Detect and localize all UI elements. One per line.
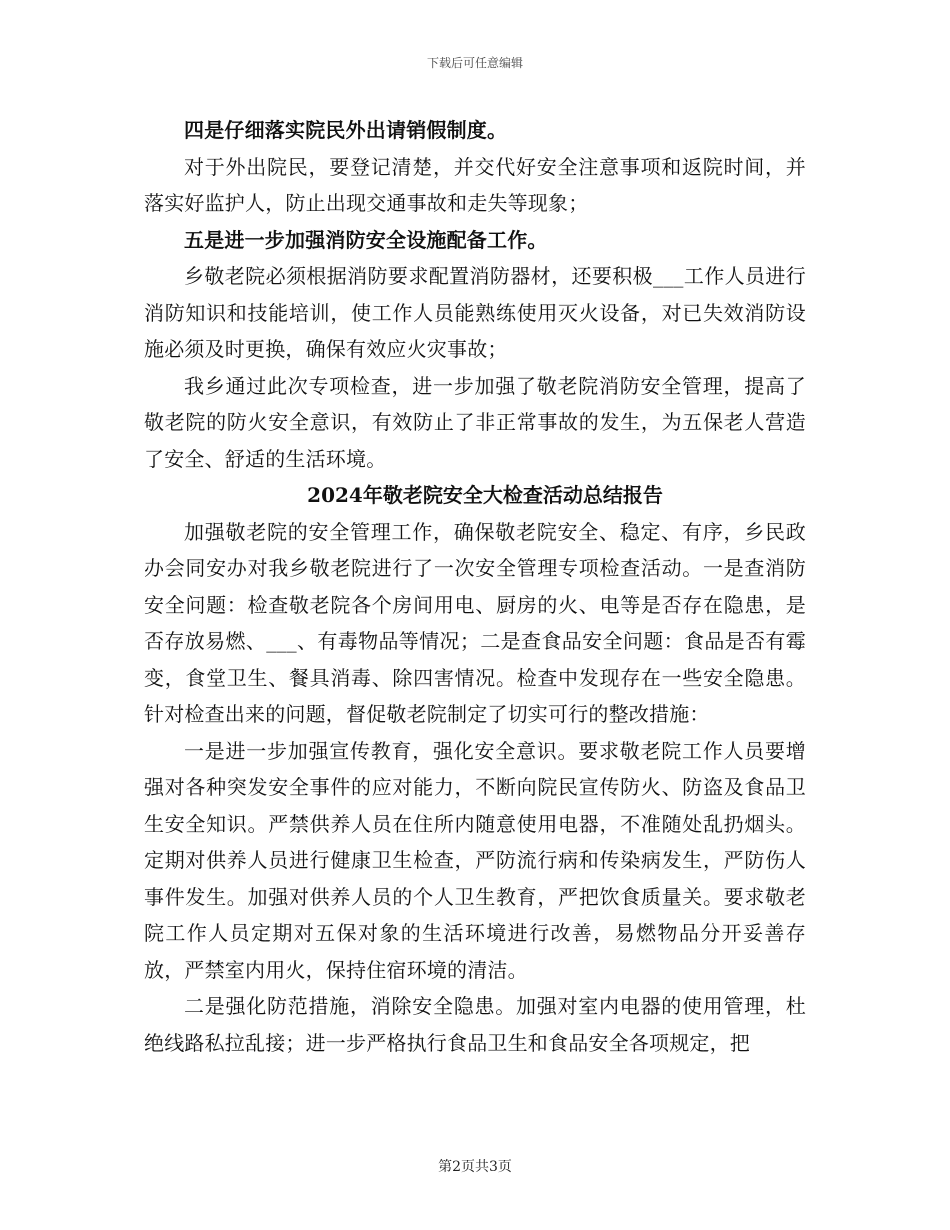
document-body (144, 112, 806, 1061)
paragraph-report-intro: 加强敬老院的安全管理工作，确保敬老院安全、稳定、有序，乡民政办会同安办对我乡敬老院进行了一次安全管理专项检查活动。一是查消防安全问题：检查敬老院各个房间用电、厨房的火、电等是否存在隐患，是否存放易燃、___、有毒物品等情况；二是查食品安全问题：食品是否有霉变，食堂卫生、餐具消毒、除四害情况。检查中发现存在一些安全隐患。针对检查出来的问题，督促敬老院制定了切实可行的整改措施： (144, 519, 806, 726)
paragraph-inspection-result: 我乡通过此次专项检查，进一步加强了敬老院消防安全管理，提高了敬老院的防火安全意识，有效防止了非正常事故的发生，为五保老人营造了安全、舒适的生活环境。 (144, 373, 806, 471)
paragraph-measure-two: 二是强化防范措施，消除安全隐患。加强对室内电器的使用管理，杜绝线路私拉乱接；进一步严格执行食品卫生和食品安全各项规定，把 (144, 994, 806, 1055)
paragraph-point-four: 四是仔细落实院民外出请销假制度。 (184, 118, 508, 142)
paragraph-fire-equipment: 乡敬老院必须根据消防要求配置消防器材，还要积极___工作人员进行消防知识和技能培训，使工作人员能熟练使用灭火设备，对已失效消防设施必须及时更换，确保有效应火灾事故； (144, 264, 806, 361)
paragraph-outing-registration: 对于外出院民，要登记清楚，并交代好安全注意事项和返院时间，并落实好监护人，防止出现交通事故和走失等现象； (144, 154, 806, 215)
page-header-note: 下载后可任意编辑 (426, 56, 523, 70)
paragraph-measure-one: 一是进一步加强宣传教育，强化安全意识。要求敬老院工作人员要增强对各种突发安全事件的应对能力，不断向院民宣传防火、防盗及食品卫生安全知识。严禁供养人员在住所内随意使用电器，不准随处乱扔烟头。定期对供养人员进行健康卫生检查，严防流行病和传染病发生，严防伤人事件发生。加强对供养人员的个人卫生教育，严把饮食质量关。要求敬老院工作人员定期对五保对象的生活环境进行改善，易燃物品分开妥善存放，严禁室内用火，保持住宿环境的清洁。 (144, 738, 806, 982)
section-title: 2024年敬老院安全大检查活动总结报告 (307, 483, 663, 507)
page-number: 第2页共3页 (438, 1159, 512, 1175)
paragraph-point-five: 五是进一步加强消防安全设施配备工作。 (184, 227, 548, 252)
